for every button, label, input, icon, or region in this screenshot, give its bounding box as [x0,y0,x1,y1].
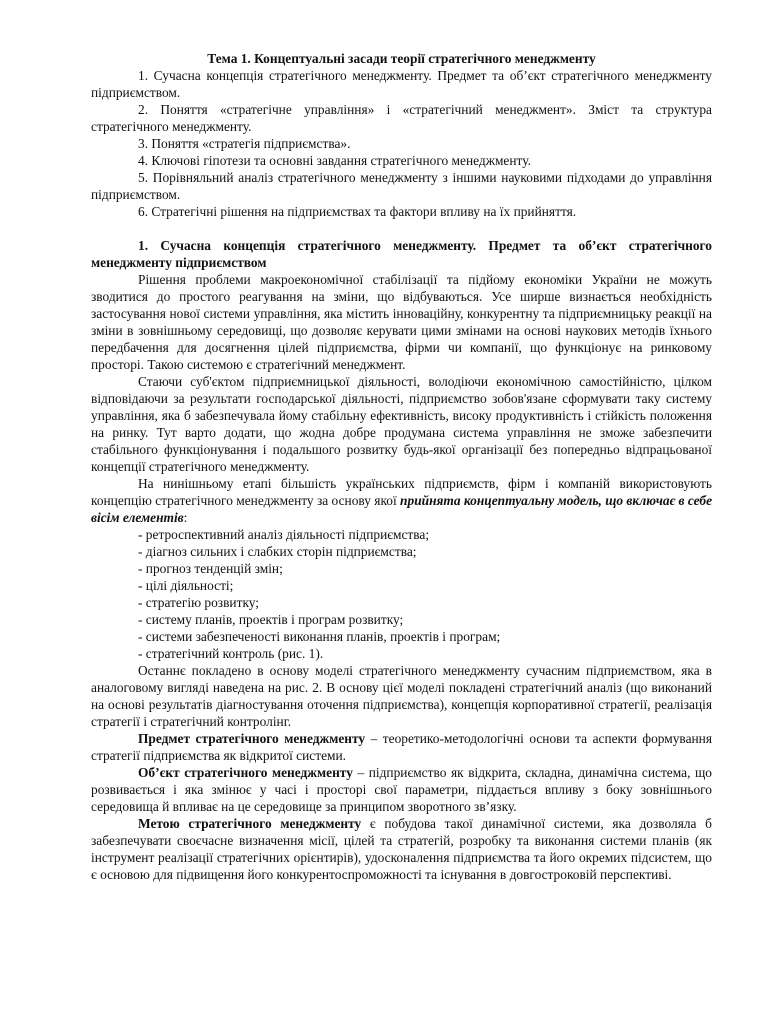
plan-item: 5. Порівняльний аналіз стратегічного менеджменту з іншими науковими підходами до управління підприємством. [91,170,712,202]
definition-text: – підприємство як відкрита, складна, динамічна система, що розвивається і яка змінює у часі і просторі свої параметри, піддається впливу з боку зовнішнього середовища й впливає на це середовище за принципом зворотного зв’язку. [91,765,712,814]
list-item: - діагноз сильних і слабких сторін підприємства; [138,544,417,559]
definition-term: Метою стратегічного менеджменту [138,816,362,831]
model-paragraph-emphasis: прийнята концептуальну модель, що включає в себе вісім елементів [91,493,713,525]
definition-subject [91,730,712,764]
plan-item: 6. Стратегічні рішення на підприємствах та фактори впливу на їх прийняття. [138,204,577,219]
body-paragraph: Рішення проблеми макроекономічної стабілізації та підйому економіки України не можуть зводитися до простого реагування на зміни, що відбуваються. Усе ширше визнається необхідність застосування нової системи управління, яка містить інноваційну, конкурентну та підприємницьку реакції на зміни в зовнішньому середовищі, що дозволяє керувати цими змінами на основі наукових методів їхнього передбачення для досягнення цілей підприємства, фірми чи компанії, що функціонує на ринковому просторі. Такою системою є стратегічний менеджмент. [91,272,712,372]
list-item: - стратегію розвитку; [138,595,259,610]
definition-term: Об’єкт стратегічного менеджменту [138,765,353,780]
page-title: Тема 1. Концептуальні засади теорії стратегічного менеджменту [207,51,596,66]
model-paragraph-text: На нинішньому етапі більшість українських підприємств, фірм і компаній використовують концепцію стратегічного менеджменту за основу якої [91,476,712,508]
plan-item: 4. Ключові гіпотези та основні завдання стратегічного менеджменту. [138,153,531,168]
definition-text: – теоретико-методологічні основи та аспекти формування стратегії підприємства як відкритої системи. [91,731,713,763]
definition-text: є побудова такої динамічної системи, яка дозволяла б забезпечувати своєчасне визначення місії, цілей та стратегій, розробку та виконання системи планів (як інструмент реалізації стратегічних орієнтирів), удосконалення підприємства та його окремих підсистем, що є основою для підвищення його конкурентоспроможності та існування в довгостроковій перспективі. [91,816,712,882]
definition-object [91,764,712,815]
list-item: - цілі діяльності; [138,578,234,593]
body-paragraph: Останнє покладено в основу моделі стратегічного менеджменту сучасним підприємством, яка в аналоговому вигляді наведена на рис. 2. В основу цієї моделі покладені стратегічний аналіз (що виконаний на основі результатів діагностування оточення підприємства), концепція корпоративної стратегії, реалізація стратегії і стратегічний контролінг. [91,663,712,729]
section-heading: 1. Сучасна концепція стратегічного менеджменту. Предмет та об’єкт стратегічного менеджменту підприємством [91,238,712,270]
list-item: - ретроспективний аналіз діяльності підприємства; [138,527,430,542]
plan-item: 1. Сучасна концепція стратегічного менеджменту. Предмет та об’єкт стратегічного менеджменту підприємством. [91,68,712,100]
definition-term: Предмет стратегічного менеджменту [138,731,366,746]
list-item: - систему планів, проектів і програм розвитку; [138,612,404,627]
body-paragraph: Стаючи суб'єктом підприємницької діяльності, володіючи економічною самостійністю, цілком відповідаючи за результати господарської діяльності, підприємство зобов'язане сформувати таку систему управління, яка б забезпечувала йому стабільну ефективність, високу продуктивність і стійкість положення на ринку. Тут варто додати, що жодна добре продумана система управління не зможе забезпечити стабільного функціонування і подальшого розвитку будь-якої організації без попередньо відпрацьованої концепції стратегічного менеджменту. [91,374,712,474]
list-item: - стратегічний контроль (рис. 1). [138,646,324,661]
plan-item: 3. Поняття «стратегія підприємства». [138,136,351,151]
plan-item: 2. Поняття «стратегічне управління» і «стратегічний менеджмент». Зміст та структура стратегічного менеджменту. [91,102,712,134]
spacer [91,220,712,237]
definition-goal [91,815,712,883]
list-item: - прогноз тенденцій змін; [138,561,283,576]
model-paragraph-end: : [183,510,188,525]
list-item: - системи забезпеченості виконання планів, проектів і програм; [138,629,501,644]
model-paragraph [91,475,712,526]
